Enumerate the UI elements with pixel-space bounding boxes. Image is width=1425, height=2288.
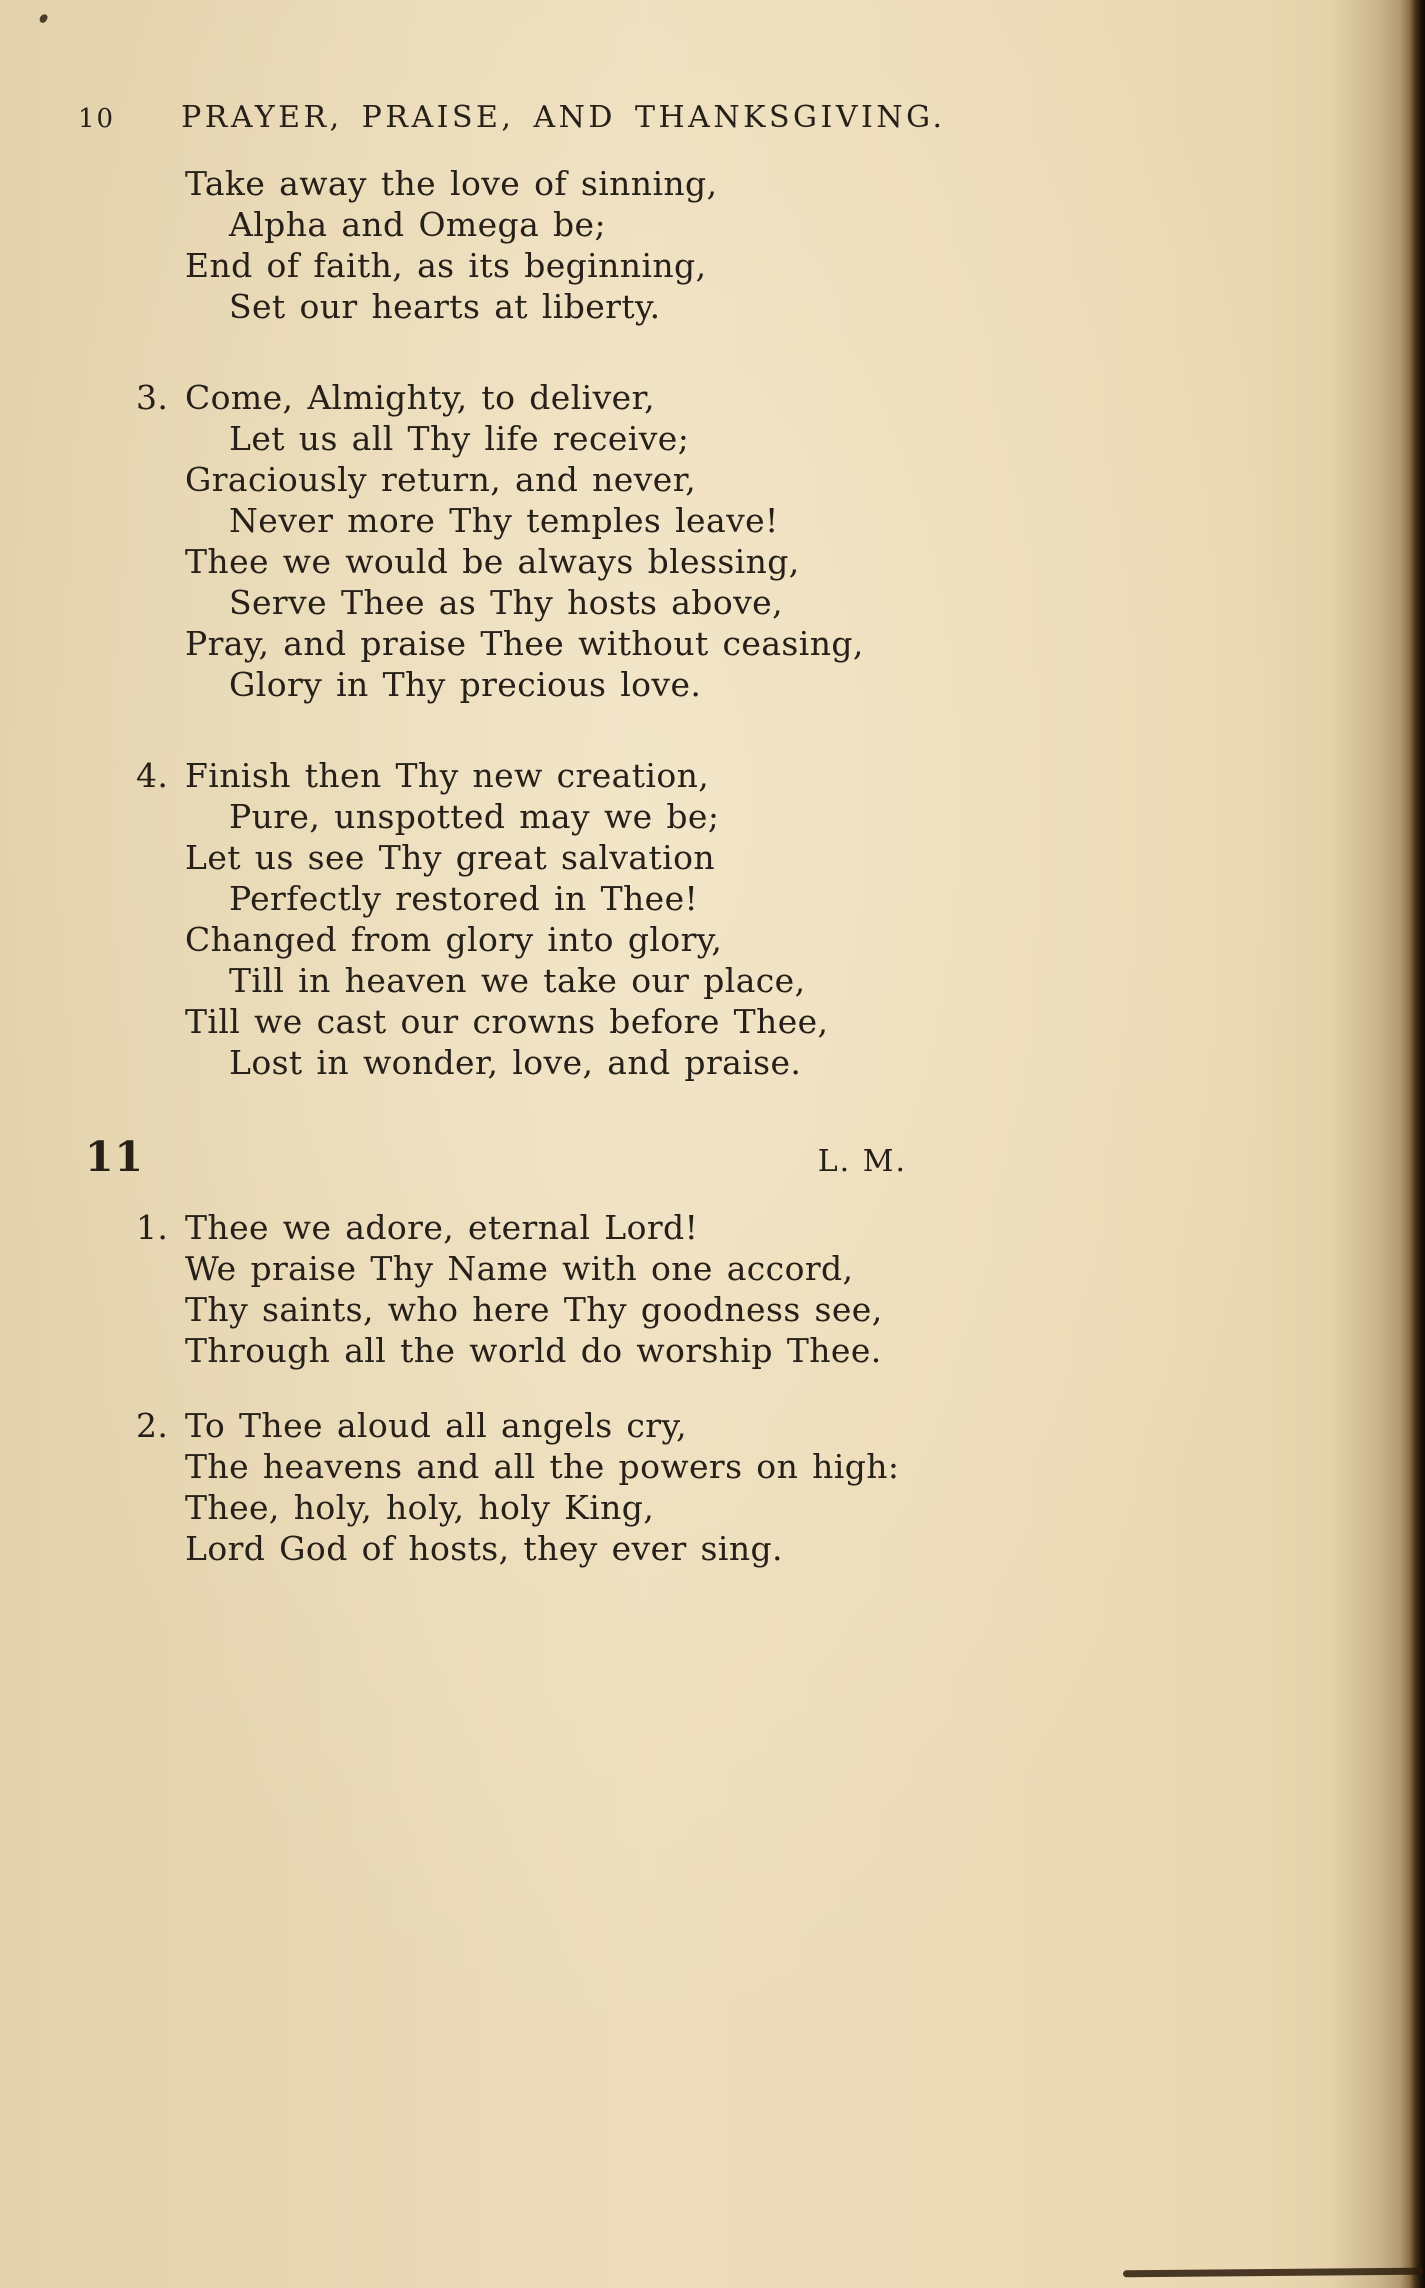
stanza-3 xyxy=(136,377,945,705)
hymn-line: Thy saints, who here Thy goodness see, xyxy=(185,1290,883,1329)
stanza-number: 3. xyxy=(136,378,169,417)
hymn-line: Thee we would be always blessing, xyxy=(185,542,800,581)
hymn-line: Serve Thee as Thy hosts above, xyxy=(229,583,783,622)
hymn-line: The heavens and all the powers on high: xyxy=(185,1447,900,1486)
hymn-line: We praise Thy Name with one accord, xyxy=(185,1249,854,1288)
hymn-meter: L. M. xyxy=(817,1144,907,1179)
hymn-line: Come, Almighty, to deliver, xyxy=(185,378,656,417)
hymn-line: Glory in Thy precious love. xyxy=(229,665,702,704)
hymn-heading xyxy=(85,1133,907,1181)
hymn-line: Finish then Thy new creation, xyxy=(185,756,710,795)
hymn-line: Thee, holy, holy, holy King, xyxy=(185,1488,655,1527)
hymn-line: Take away the love of sinning, xyxy=(185,164,718,203)
hymn-line: Lost in wonder, love, and praise. xyxy=(229,1043,802,1082)
hymn-line: Till we cast our crowns before Thee, xyxy=(185,1002,829,1041)
running-title: PRAYER, PRAISE, AND THANKSGIVING. xyxy=(181,100,946,135)
hymn-line: Let us see Thy great salvation xyxy=(185,838,716,877)
hymn-line: Changed from glory into glory, xyxy=(185,920,723,959)
hymn-line: Till in heaven we take our place, xyxy=(229,961,806,1000)
hymn-line: Never more Thy temples leave! xyxy=(229,501,779,540)
hymn-line: Through all the world do worship Thee. xyxy=(185,1331,882,1370)
hymn-line: Let us all Thy life receive; xyxy=(229,419,690,458)
page-header xyxy=(78,100,1305,135)
page-number: 10 xyxy=(78,104,116,134)
stanza-number: 1. xyxy=(136,1208,169,1247)
stanza-4 xyxy=(136,755,945,1083)
hymn-line: Pray, and praise Thee without ceasing, xyxy=(185,624,864,663)
hymn-line: Perfectly restored in Thee! xyxy=(229,879,699,918)
stanza-2 xyxy=(136,1405,945,1569)
hymn-line: End of faith, as its beginning, xyxy=(185,246,707,285)
hymn-line: Thee we adore, eternal Lord! xyxy=(185,1208,699,1247)
stanza-1 xyxy=(136,1207,945,1371)
hymn-line: Lord God of hosts, they ever sing. xyxy=(185,1529,783,1568)
stanza-number: 4. xyxy=(136,756,169,795)
hymn-line: Alpha and Omega be; xyxy=(229,205,607,244)
hymn-line: Graciously return, and never, xyxy=(185,460,697,499)
hymn-line: To Thee aloud all angels cry, xyxy=(185,1406,688,1445)
bottom-edge-mark xyxy=(1123,2268,1423,2278)
hymn-line: Pure, unspotted may we be; xyxy=(229,797,720,836)
hymn-number: 11 xyxy=(85,1133,145,1181)
hymn-line: Set our hearts at liberty. xyxy=(229,287,661,326)
hymn-11 xyxy=(0,1133,1425,1569)
stanza-number: 2. xyxy=(136,1406,169,1445)
stanza-continued xyxy=(185,163,945,327)
